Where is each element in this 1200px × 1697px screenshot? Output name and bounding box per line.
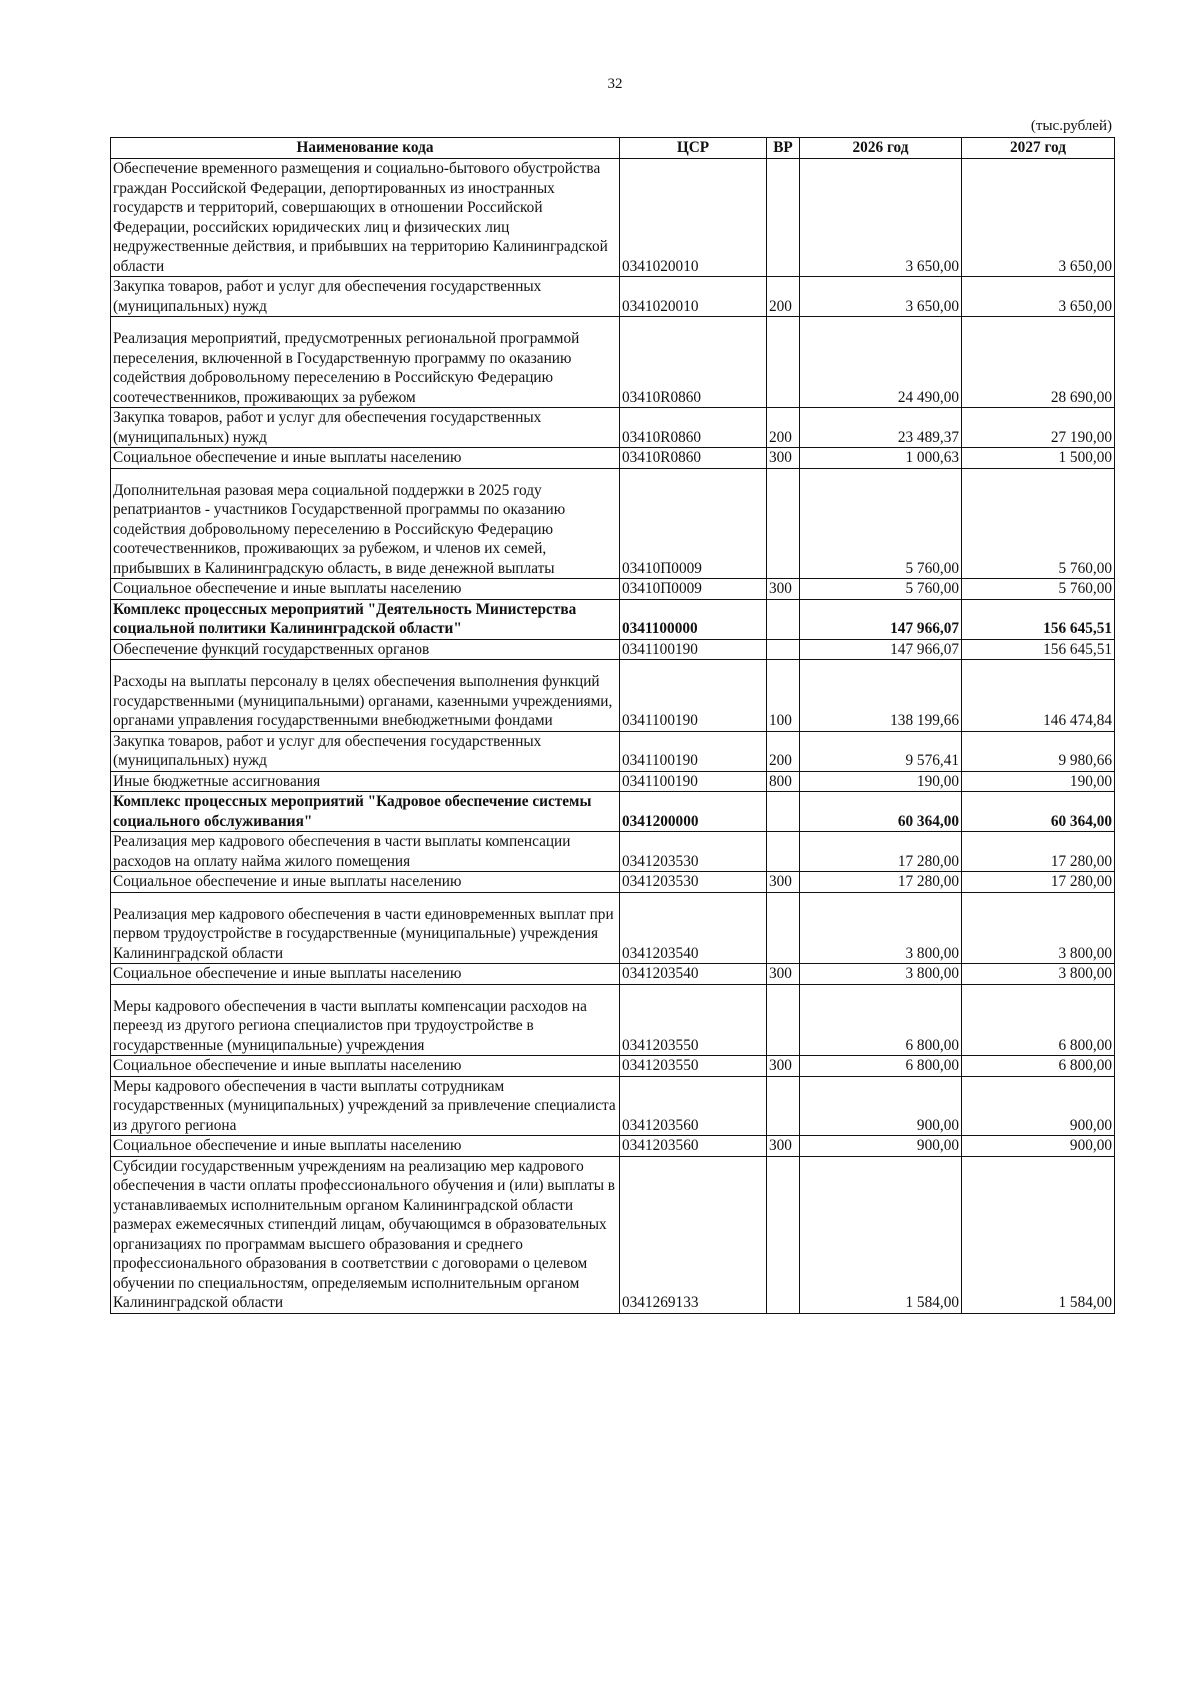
- row-2026: 9 576,41: [800, 731, 962, 771]
- row-csr: 0341203540: [620, 892, 767, 964]
- table-row: [111, 1136, 1115, 1157]
- row-vr: 200: [767, 731, 800, 771]
- row-name: Социальное обеспечение и иные выплаты населению: [111, 1056, 620, 1077]
- row-csr: 0341200000: [620, 792, 767, 832]
- row-2026: 5 760,00: [800, 468, 962, 579]
- row-2026: 147 966,07: [800, 639, 962, 660]
- row-2026: 1 584,00: [800, 1156, 962, 1313]
- row-name: Комплекс процессных мероприятий "Деятельность Министерства социальной политики Калининградской области": [111, 599, 620, 639]
- row-vr: 300: [767, 448, 800, 469]
- row-name: Социальное обеспечение и иные выплаты населению: [111, 1136, 620, 1157]
- row-2027: 6 800,00: [962, 984, 1115, 1056]
- row-2027: 28 690,00: [962, 317, 1115, 408]
- row-name: Комплекс процессных мероприятий "Кадровое обеспечение системы социального обслуживания": [111, 792, 620, 832]
- row-2027: 6 800,00: [962, 1056, 1115, 1077]
- table-row: [111, 872, 1115, 893]
- table-row: [111, 448, 1115, 469]
- row-vr: [767, 792, 800, 832]
- row-name: Закупка товаров, работ и услуг для обеспечения государственных (муниципальных) нужд: [111, 731, 620, 771]
- table-row: [111, 1156, 1115, 1313]
- row-2027: 17 280,00: [962, 832, 1115, 872]
- row-2027: 156 645,51: [962, 639, 1115, 660]
- table-row: [111, 1056, 1115, 1077]
- table-row: [111, 277, 1115, 317]
- row-vr: 800: [767, 771, 800, 792]
- row-csr: 03410R0860: [620, 317, 767, 408]
- row-csr: 03410П0009: [620, 579, 767, 600]
- row-name: Реализация мер кадрового обеспечения в части единовременных выплат при первом трудоустройстве в государственные (муниципальные) учреждения Калининградской области: [111, 892, 620, 964]
- row-name: Меры кадрового обеспечения в части выплаты сотрудникам государственных (муниципальных) учреждений за привлечение специалиста из другого региона: [111, 1076, 620, 1136]
- row-2026: 24 490,00: [800, 317, 962, 408]
- column-header-csr: ЦСР: [620, 138, 767, 159]
- row-2027: 27 190,00: [962, 408, 1115, 448]
- row-2027: 1 584,00: [962, 1156, 1115, 1313]
- table-row: [111, 892, 1115, 964]
- row-name: Субсидии государственным учреждениям на реализацию мер кадрового обеспечения в части оплаты профессионального обучения и (или) выплаты в устанавливаемых исполнительным органом Калининградской области размерах ежемесячных стипендий лицам, обучающимся в образовательных организациях по программам высшего образования и среднего профессионального образования в соответствии с договорами о целевом обучении по специальностям, определяемым исполнительным органом Калининградской области: [111, 1156, 620, 1313]
- row-csr: 0341203550: [620, 1056, 767, 1077]
- row-csr: 0341203550: [620, 984, 767, 1056]
- table-row: [111, 159, 1115, 277]
- row-2027: 900,00: [962, 1076, 1115, 1136]
- table-row: [111, 317, 1115, 408]
- column-header-2027: 2027 год: [962, 138, 1115, 159]
- row-name: Закупка товаров, работ и услуг для обеспечения государственных (муниципальных) нужд: [111, 408, 620, 448]
- row-vr: [767, 1076, 800, 1136]
- table-row: [111, 832, 1115, 872]
- page-number: 32: [607, 76, 623, 92]
- row-2027: 3 650,00: [962, 159, 1115, 277]
- row-vr: [767, 468, 800, 579]
- row-name: Обеспечение функций государственных органов: [111, 639, 620, 660]
- table-row: [111, 468, 1115, 579]
- row-name: Социальное обеспечение и иные выплаты населению: [111, 872, 620, 893]
- row-csr: 0341269133: [620, 1156, 767, 1313]
- row-vr: 300: [767, 1056, 800, 1077]
- row-2027: 1 500,00: [962, 448, 1115, 469]
- row-csr: 0341100000: [620, 599, 767, 639]
- table-row: [111, 731, 1115, 771]
- row-name: Реализация мер кадрового обеспечения в части выплаты компенсации расходов на оплату найма жилого помещения: [111, 832, 620, 872]
- row-2026: 147 966,07: [800, 599, 962, 639]
- row-2026: 6 800,00: [800, 984, 962, 1056]
- row-csr: 0341020010: [620, 277, 767, 317]
- table-row: [111, 964, 1115, 985]
- row-2026: 60 364,00: [800, 792, 962, 832]
- row-vr: [767, 599, 800, 639]
- row-2026: 3 800,00: [800, 892, 962, 964]
- row-name: Реализация мероприятий, предусмотренных региональной программой переселения, включенной в Государственную программу по оказанию содействия добровольному переселению в Российскую Федерацию соотечественников, проживающих за рубежом: [111, 317, 620, 408]
- row-2027: 17 280,00: [962, 872, 1115, 893]
- column-header-2026: 2026 год: [800, 138, 962, 159]
- row-2026: 3 800,00: [800, 964, 962, 985]
- table-row: [111, 771, 1115, 792]
- row-csr: 0341100190: [620, 639, 767, 660]
- row-2027: 5 760,00: [962, 579, 1115, 600]
- table-row: [111, 599, 1115, 639]
- row-vr: 200: [767, 408, 800, 448]
- row-vr: 100: [767, 660, 800, 732]
- table-row: [111, 639, 1115, 660]
- column-header-name: Наименование кода: [111, 138, 620, 159]
- column-header-vr: ВР: [767, 138, 800, 159]
- row-vr: [767, 832, 800, 872]
- row-2026: 17 280,00: [800, 832, 962, 872]
- table-row: [111, 792, 1115, 832]
- units-label: (тыс.рублей): [1030, 118, 1112, 134]
- row-name: Иные бюджетные ассигнования: [111, 771, 620, 792]
- row-2027: 9 980,66: [962, 731, 1115, 771]
- row-name: Социальное обеспечение и иные выплаты населению: [111, 964, 620, 985]
- row-vr: 300: [767, 964, 800, 985]
- row-vr: 300: [767, 579, 800, 600]
- row-csr: 0341100190: [620, 771, 767, 792]
- row-csr: 03410R0860: [620, 408, 767, 448]
- row-2026: 17 280,00: [800, 872, 962, 893]
- row-2027: 900,00: [962, 1136, 1115, 1157]
- row-vr: [767, 892, 800, 964]
- table-row: [111, 408, 1115, 448]
- row-name: Дополнительная разовая мера социальной поддержки в 2025 году репатриантов - участников Государственной программы по оказанию содействия добровольному переселению в Российскую Федерацию соотечественников, проживающих за рубежом, и членов их семей, прибывших в Калининградскую область, в виде денежной выплаты: [111, 468, 620, 579]
- table-row: [111, 1076, 1115, 1136]
- row-2026: 3 650,00: [800, 159, 962, 277]
- row-vr: 200: [767, 277, 800, 317]
- table-row: [111, 579, 1115, 600]
- row-vr: [767, 317, 800, 408]
- row-csr: 03410П0009: [620, 468, 767, 579]
- row-vr: [767, 639, 800, 660]
- row-vr: [767, 984, 800, 1056]
- row-csr: 0341203560: [620, 1136, 767, 1157]
- row-name: Расходы на выплаты персоналу в целях обеспечения выполнения функций государственными (муниципальными) органами, казенными учреждениями, органами управления государственными внебюджетными фондами: [111, 660, 620, 732]
- row-csr: 0341100190: [620, 731, 767, 771]
- row-2027: 146 474,84: [962, 660, 1115, 732]
- row-2027: 3 800,00: [962, 964, 1115, 985]
- row-csr: 0341020010: [620, 159, 767, 277]
- row-name: Социальное обеспечение и иные выплаты населению: [111, 448, 620, 469]
- row-csr: 03410R0860: [620, 448, 767, 469]
- row-vr: 300: [767, 1136, 800, 1157]
- row-2026: 1 000,63: [800, 448, 962, 469]
- row-name: Социальное обеспечение и иные выплаты населению: [111, 579, 620, 600]
- table-row: [111, 984, 1115, 1056]
- table-header-row: [111, 138, 1115, 159]
- row-2027: 190,00: [962, 771, 1115, 792]
- row-csr: 0341203540: [620, 964, 767, 985]
- row-2026: 6 800,00: [800, 1056, 962, 1077]
- row-csr: 0341203560: [620, 1076, 767, 1136]
- row-name: Закупка товаров, работ и услуг для обеспечения государственных (муниципальных) нужд: [111, 277, 620, 317]
- row-2026: 900,00: [800, 1136, 962, 1157]
- row-2026: 3 650,00: [800, 277, 962, 317]
- row-vr: [767, 159, 800, 277]
- table-row: [111, 660, 1115, 732]
- row-2026: 23 489,37: [800, 408, 962, 448]
- row-csr: 0341203530: [620, 872, 767, 893]
- row-2026: 138 199,66: [800, 660, 962, 732]
- row-2027: 5 760,00: [962, 468, 1115, 579]
- row-2027: 60 364,00: [962, 792, 1115, 832]
- row-2027: 156 645,51: [962, 599, 1115, 639]
- row-2026: 5 760,00: [800, 579, 962, 600]
- row-2026: 190,00: [800, 771, 962, 792]
- row-csr: 0341100190: [620, 660, 767, 732]
- row-csr: 0341203530: [620, 832, 767, 872]
- row-2027: 3 800,00: [962, 892, 1115, 964]
- row-name: Меры кадрового обеспечения в части выплаты компенсации расходов на переезд из другого региона специалистов при трудоустройстве в государственные (муниципальные) учреждения: [111, 984, 620, 1056]
- row-2026: 900,00: [800, 1076, 962, 1136]
- row-vr: 300: [767, 872, 800, 893]
- row-2027: 3 650,00: [962, 277, 1115, 317]
- row-name: Обеспечение временного размещения и социально-бытового обустройства граждан Российской Федерации, депортированных из иностранных государств и территорий, совершающих в отношении Российской Федерации, российских юридических лиц и физических лиц недружественные действия, и прибывших на территорию Калининградской области: [111, 159, 620, 277]
- budget-table: [110, 137, 1115, 1314]
- row-vr: [767, 1156, 800, 1313]
